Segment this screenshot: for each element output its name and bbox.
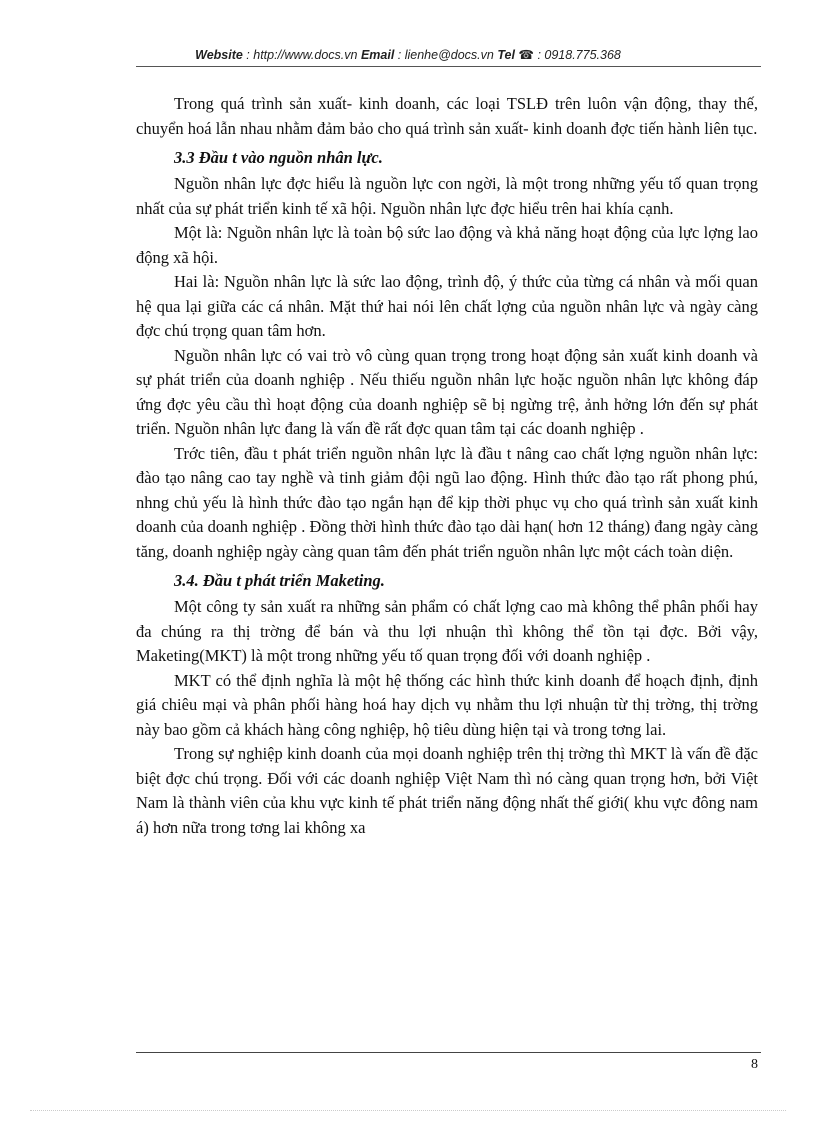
paragraph-tsld: Trong quá trình sản xuất- kinh doanh, các loại TSLĐ trên luôn vận động, thay thế, chuyển hoá lẫn nhau nhằm đảm bảo cho quá trình sản xuất- kinh doanh đợc tiến hành liên tục. <box>136 94 758 138</box>
website-label: Website <box>195 48 243 62</box>
page-number: 8 <box>751 1057 758 1072</box>
footer-divider <box>136 1052 761 1053</box>
paragraph-aspect-two: Hai là: Nguồn nhân lực là sức lao động, trình độ, ý thức của từng cá nhân và mối quan hệ qua lại giữa các cá nhân. Mặt thứ hai nói lên chất lợng của nguồn nhân lực và ngày càng đợc chú trọng quan tâm hơn. <box>136 272 758 340</box>
email-value: : lienhe@docs.vn <box>394 48 498 62</box>
paragraph-marketing-importance: Trong sự nghiệp kinh doanh của mọi doanh nghiệp trên thị trờng thì MKT là vấn đề đặc biệt đợc chú trọng. Đối với các doanh nghiệp Việt Nam thì nó càng quan trọng hơn, bởi Việt Nam là thành viên của khu vực kinh tế phát triển năng động nhất thế giới( khu vực đông nam á) hơn nữa trong tơng lai không xa <box>136 744 758 837</box>
tel-label: Tel ☎ <box>497 48 534 62</box>
tel-value: : 0918.775.368 <box>533 48 621 62</box>
paragraph-human-resources-role: Nguồn nhân lực có vai trò vô cùng quan trọng trong hoạt động sản xuất kinh doanh và sự phát triển của doanh nghiệp . Nếu thiếu nguồn nhân lực hoặc nguồn nhân lực không đáp ứng đợc yêu cầu thì hoạt động của doanh nghiệp sẽ bị ngừng trệ, ảnh hởng lớn đến sự phát triển. Nguồn nhân lực đang là vấn đề rất đợc quan tâm tại các doanh nghiệp . <box>136 345 758 438</box>
paragraph-aspect-one: Một là: Nguồn nhân lực là toàn bộ sức lao động và khả năng hoạt động của lực lợng lao động xã hội. <box>136 223 758 267</box>
paragraph-marketing-intro: Một công ty sản xuất ra những sản phẩm có chất lợng cao mà không thể phân phối hay đa chúng ra thị trờng để bán và thu lợi nhuận thì không thể tồn tại đợc. Bởi vậy, Maketing(MKT) là một trong những yếu tố quan trọng đối với doanh nghiệp . <box>136 597 758 665</box>
section-heading-3-3: 3.3 Đầu t vào nguồn nhân lực. <box>174 148 383 167</box>
page-bottom-border <box>30 1110 786 1111</box>
section-heading-3-4: 3.4. Đầu t phát triển Maketing. <box>174 571 385 590</box>
paragraph-human-resources-investment: Trớc tiên, đầu t phát triển nguồn nhân lực là đầu t nâng cao chất lợng nguồn nhân lực: đào tạo nâng cao tay nghề và tinh giảm đội ngũ lao động. Hình thức đào tạo rất phong phú, nhng chủ yếu là hình thức đào tạo ngắn hạn để kịp thời phục vụ cho quá trình sản xuất kinh doanh của doanh nghiệp . Đồng thời hình thức đào tạo dài hạn( hơn 12 tháng) đang ngày càng tăng, doanh nghiệp ngày càng quan tâm đến phát triển nguồn nhân lực một cách toàn diện. <box>136 443 758 561</box>
paragraph-human-resources-definition: Nguồn nhân lực đợc hiểu là nguồn lực con ngời, là một trong những yếu tố quan trọng nhất của sự phát triển kinh tế xã hội. Nguồn nhân lực đợc hiểu trên hai khía cạnh. <box>136 174 758 218</box>
email-label: Email <box>360 48 395 62</box>
header-divider <box>136 66 761 67</box>
page-header <box>0 47 816 62</box>
website-value: : http://www.docs.vn <box>242 48 361 62</box>
paragraph-marketing-definition: MKT có thể định nghĩa là một hệ thống các hình thức kinh doanh để hoạch định, định giá chiêu mại và phân phối hàng hoá hay dịch vụ nhằm thu lợi nhuận từ thị trờng, thị trờng này bao gồm cả khách hàng công nghiệp, hộ tiêu dùng hiện tại và trong tơng lai. <box>136 670 758 739</box>
document-body <box>136 92 758 840</box>
